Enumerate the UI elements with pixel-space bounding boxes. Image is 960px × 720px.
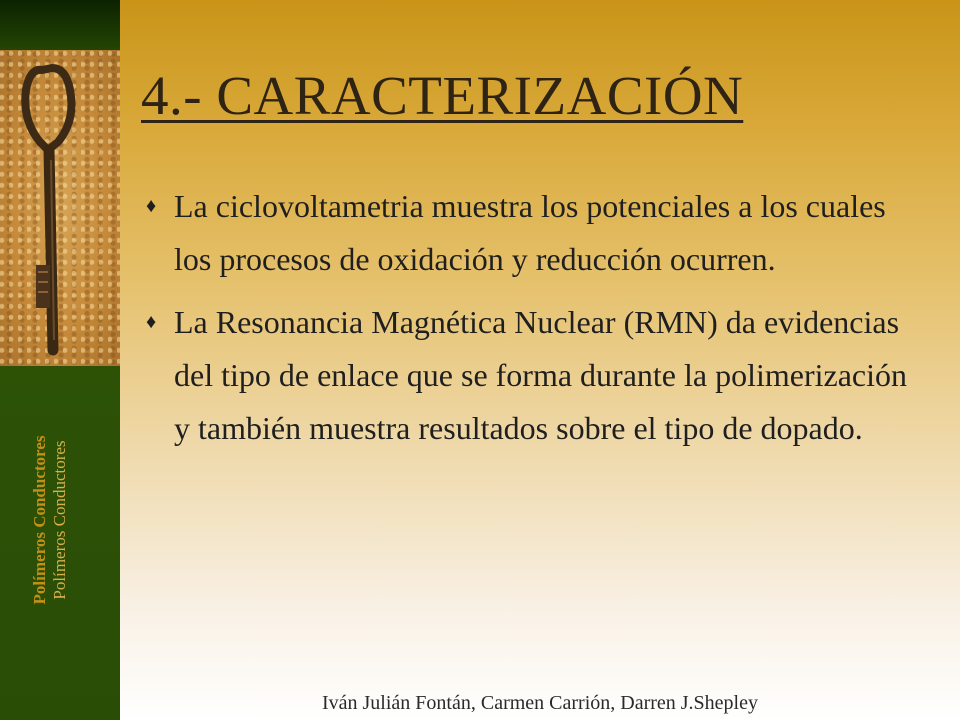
bullet-item xyxy=(146,180,926,286)
footer-authors: Iván Julián Fontán, Carmen Carrión, Darren J.Shepley xyxy=(321,692,758,714)
slide-title: 4.- CARACTERIZACIÓN xyxy=(141,65,744,126)
diamond-bullet-icon: ♦ xyxy=(146,311,157,333)
bullet-list xyxy=(146,180,926,465)
bullet-text: La ciclovoltametria muestra los potenciales a los cuales los procesos de oxidación y reducción ocurren. xyxy=(174,188,886,277)
key-photo xyxy=(0,50,120,366)
bullet-text: La Resonancia Magnética Nuclear (RMN) da evidencias del tipo de enlace que se forma durante la polimerización y también muestra resultados sobre el tipo de dopado. xyxy=(174,304,908,446)
bullet-item xyxy=(146,296,926,455)
old-key-icon xyxy=(0,50,120,366)
sidebar xyxy=(0,0,120,720)
diamond-bullet-icon: ♦ xyxy=(146,195,157,217)
sidebar-label-light: Polímeros Conductores xyxy=(50,440,69,600)
sidebar-label-dark: Polímeros Conductores xyxy=(30,435,49,605)
sidebar-vertical-label xyxy=(30,360,90,680)
